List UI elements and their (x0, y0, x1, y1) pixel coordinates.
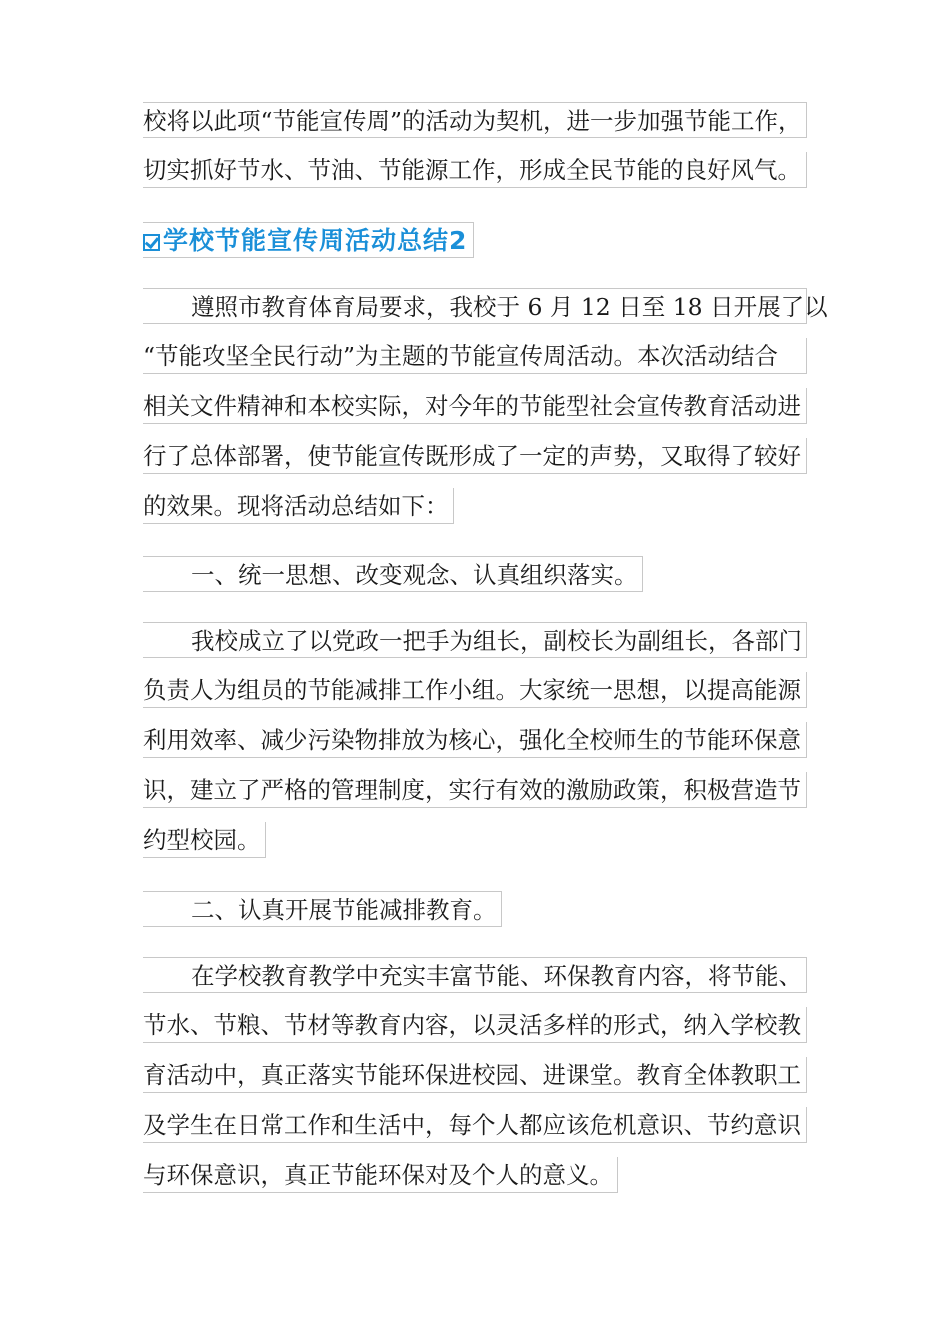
text-line: 我校成立了以党政一把手为组长，副校长为副组长，各部门 (143, 622, 807, 658)
text-line: 利用效率、减少污染物排放为核心，强化全校师生的节能环保意 (143, 722, 807, 758)
text-line: 遵照市教育体育局要求，我校于 6 月 12 日至 18 日开展了以 (143, 288, 807, 324)
text-line: 校将以此项“节能宣传周”的活动为契机，进一步加强节能工作， (143, 102, 807, 138)
text-line: 育活动中，真正落实节能环保进校园、进课堂。教育全体教职工 (143, 1057, 807, 1093)
section-title: 二、认真开展节能减排教育。 (143, 891, 502, 927)
text-line: 节水、节粮、节材等教育内容，以灵活多样的形式，纳入学校教 (143, 1007, 807, 1043)
checkbox-icon (143, 234, 160, 251)
section-title: 一、统一思想、改变观念、认真组织落实。 (143, 556, 643, 592)
section-heading (143, 222, 474, 258)
text-line: 识，建立了严格的管理制度，实行有效的激励政策，积极营造节 (143, 772, 807, 808)
text-line: 与环保意识，真正节能环保对及个人的意义。 (143, 1157, 618, 1193)
text-line: 及学生在日常工作和生活中，每个人都应该危机意识、节约意识 (143, 1107, 807, 1143)
text-line: 负责人为组员的节能减排工作小组。大家统一思想，以提高能源 (143, 672, 807, 708)
text-line: 在学校教育教学中充实丰富节能、环保教育内容，将节能、 (143, 957, 807, 993)
heading-title: 学校节能宣传周活动总结2 (163, 226, 468, 255)
text-line: 的效果。现将活动总结如下： (143, 488, 454, 524)
text-line: 相关文件精神和本校实际，对今年的节能型社会宣传教育活动进 (143, 388, 807, 424)
text-line: 切实抓好节水、节油、节能源工作，形成全民节能的良好风气。 (143, 152, 807, 188)
text-line: 约型校园。 (143, 822, 266, 858)
text-line: 行了总体部署，使节能宣传既形成了一定的声势，又取得了较好 (143, 438, 807, 474)
text-line: “节能攻坚全民行动”为主题的节能宣传周活动。本次活动结合 (143, 338, 807, 374)
